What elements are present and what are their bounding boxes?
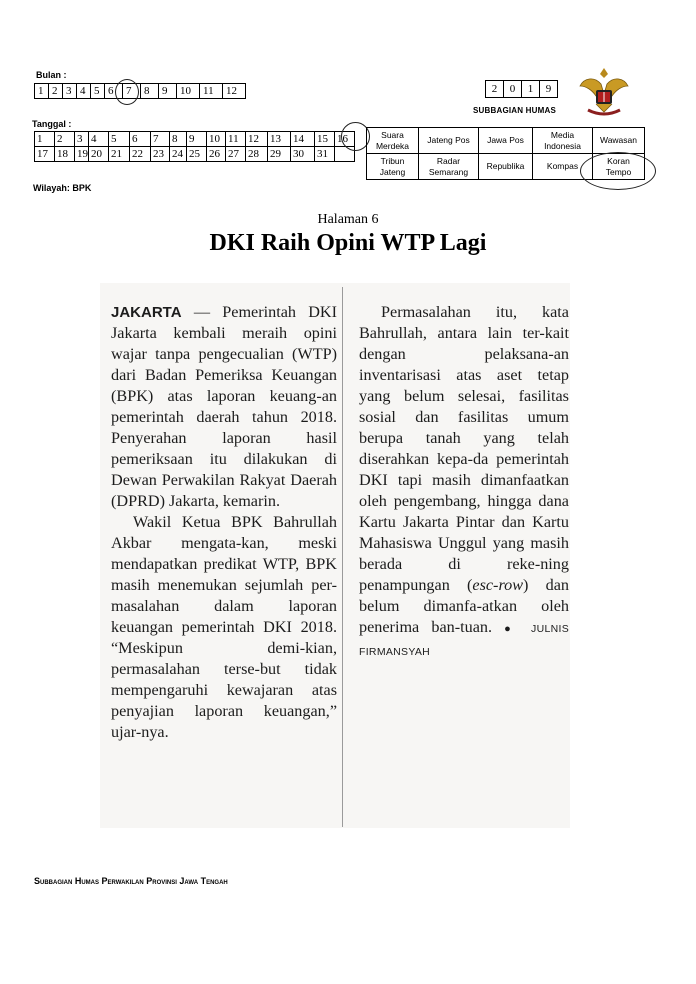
newspaper-grid bbox=[366, 127, 645, 180]
month-cell: 8 bbox=[141, 84, 159, 99]
wilayah-label: Wilayah: BPK bbox=[33, 183, 92, 193]
subbagian-humas-title: SUBBAGIAN HUMAS bbox=[473, 106, 556, 115]
year-digit: 0 bbox=[504, 81, 522, 98]
paragraph-3-text: Permasalahan itu, kata Bahrullah, antara lain ter-kait dengan pelaksana-an inventarisasi atas aset tetap yang belum selesai, fasilitas sosial dan fasilitas umum berupa tanah yang telah diserahkan kepa-da pemerintah DKI tapi masih dimanfaatkan oleh pengembang, hingga dana Kartu Jakarta Pintar dan Kartu Mahasiswa Unggul yang masih berada di reke-ning penampungan ( bbox=[359, 303, 569, 594]
day-cell: 13 bbox=[268, 132, 291, 147]
paragraph-3-emphasis: esc-row bbox=[472, 576, 524, 594]
byline: JULNIS FIRMANSYAH bbox=[359, 623, 569, 658]
paragraph-1-text: — Pemerintah DKI Jakarta kembali meraih opini wajar tanpa pengecualian (WTP) dari Badan Pemeriksa Keuangan (BPK) atas laporan keuang-an pemerintah daerah tahun 2018. Penyerahan laporan hasil pemeriksaan itu dilakukan di Dewan Perwakilan Rakyat Daerah (DPRD) Jakarta, kemarin. bbox=[111, 303, 337, 510]
day-cell: 19 bbox=[75, 147, 89, 162]
day-cell: 5 bbox=[109, 132, 130, 147]
month-cell: 4 bbox=[77, 84, 91, 99]
byline-bullet: ● bbox=[504, 623, 519, 635]
month-cell: 1 bbox=[35, 84, 49, 99]
month-grid bbox=[34, 83, 246, 99]
day-grid bbox=[34, 131, 355, 162]
day-cell: 7 bbox=[151, 132, 170, 147]
bulan-label: Bulan : bbox=[36, 70, 67, 80]
paragraph-2: Wakil Ketua BPK Bahrullah Akbar mengata-kan, meski mendapatkan predikat WTP, BPK masih menemukan sejumlah per-masalahan dalam laporan keuangan pemerintah DKI 2018. “Meskipun demi-kian, permasalahan terse-but tidak mempengaruhi kewajaran atas penyajian laporan keuangan,” ujar-nya. bbox=[111, 513, 337, 741]
year-digit: 9 bbox=[540, 81, 558, 98]
day-cell: 22 bbox=[130, 147, 151, 162]
month-cell: 10 bbox=[177, 84, 200, 99]
month-cell: 12 bbox=[223, 84, 246, 99]
day-cell: 28 bbox=[246, 147, 268, 162]
day-cell: 12 bbox=[246, 132, 268, 147]
dateline: JAKARTA bbox=[111, 304, 182, 321]
day-cell: 26 bbox=[207, 147, 226, 162]
day-cell: 14 bbox=[291, 132, 315, 147]
year-digit: 2 bbox=[486, 81, 504, 98]
headline: DKI Raih Opini WTP Lagi bbox=[209, 230, 487, 256]
newspaper-cell: Wawasan bbox=[593, 128, 645, 154]
newspaper-cell: Radar Semarang bbox=[419, 154, 479, 180]
newspaper-cell: Suara Merdeka bbox=[367, 128, 419, 154]
day-cell: 8 bbox=[170, 132, 187, 147]
paragraph-1 bbox=[111, 302, 337, 512]
page-number: Halaman 6 bbox=[317, 212, 379, 227]
garuda-emblem-icon bbox=[574, 64, 634, 122]
newspaper-cell: Jateng Pos bbox=[419, 128, 479, 154]
day-cell: 30 bbox=[291, 147, 315, 162]
month-cell: 3 bbox=[63, 84, 77, 99]
footer: Subbagian Humas Perwakilan Provinsi Jawa Tengah bbox=[34, 876, 228, 886]
newspaper-cell: Media Indonesia bbox=[533, 128, 593, 154]
paragraph-3 bbox=[359, 302, 569, 663]
article-column-left bbox=[111, 302, 337, 743]
column-divider bbox=[342, 287, 343, 827]
day-cell: 21 bbox=[109, 147, 130, 162]
day-cell: 20 bbox=[89, 147, 109, 162]
day-cell: 27 bbox=[226, 147, 246, 162]
day-cell: 2 bbox=[55, 132, 75, 147]
day-cell: 31 bbox=[315, 147, 335, 162]
day-cell: 25 bbox=[187, 147, 207, 162]
day-cell: 6 bbox=[130, 132, 151, 147]
month-cell: 5 bbox=[91, 84, 105, 99]
newspaper-cell: Tribun Jateng bbox=[367, 154, 419, 180]
day-cell: 4 bbox=[89, 132, 109, 147]
month-cell: 9 bbox=[159, 84, 177, 99]
day-cell: 16 bbox=[335, 132, 355, 147]
month-cell: 6 bbox=[105, 84, 123, 99]
day-cell: 15 bbox=[315, 132, 335, 147]
day-cell: 18 bbox=[55, 147, 75, 162]
paragraph-3-text-end: ) dan belum dimanfa-atkan oleh penerima ban-tuan. bbox=[359, 576, 569, 636]
month-cell: 2 bbox=[49, 84, 63, 99]
month-cell: 7 bbox=[123, 84, 141, 99]
newspaper-cell: Kompas bbox=[533, 154, 593, 180]
day-cell: 17 bbox=[35, 147, 55, 162]
day-cell bbox=[335, 147, 355, 162]
year-digit: 1 bbox=[522, 81, 540, 98]
newspaper-cell: Republika bbox=[479, 154, 533, 180]
newspaper-cell: Jawa Pos bbox=[479, 128, 533, 154]
day-cell: 10 bbox=[207, 132, 226, 147]
tanggal-label: Tanggal : bbox=[32, 119, 72, 129]
article-column-right bbox=[359, 302, 569, 663]
day-cell: 1 bbox=[35, 132, 55, 147]
year-box bbox=[485, 80, 558, 98]
day-cell: 9 bbox=[187, 132, 207, 147]
day-cell: 29 bbox=[268, 147, 291, 162]
day-cell: 24 bbox=[170, 147, 187, 162]
month-cell: 11 bbox=[200, 84, 223, 99]
newspaper-cell: Koran Tempo bbox=[593, 154, 645, 180]
day-cell: 11 bbox=[226, 132, 246, 147]
day-cell: 23 bbox=[151, 147, 170, 162]
day-cell: 3 bbox=[75, 132, 89, 147]
